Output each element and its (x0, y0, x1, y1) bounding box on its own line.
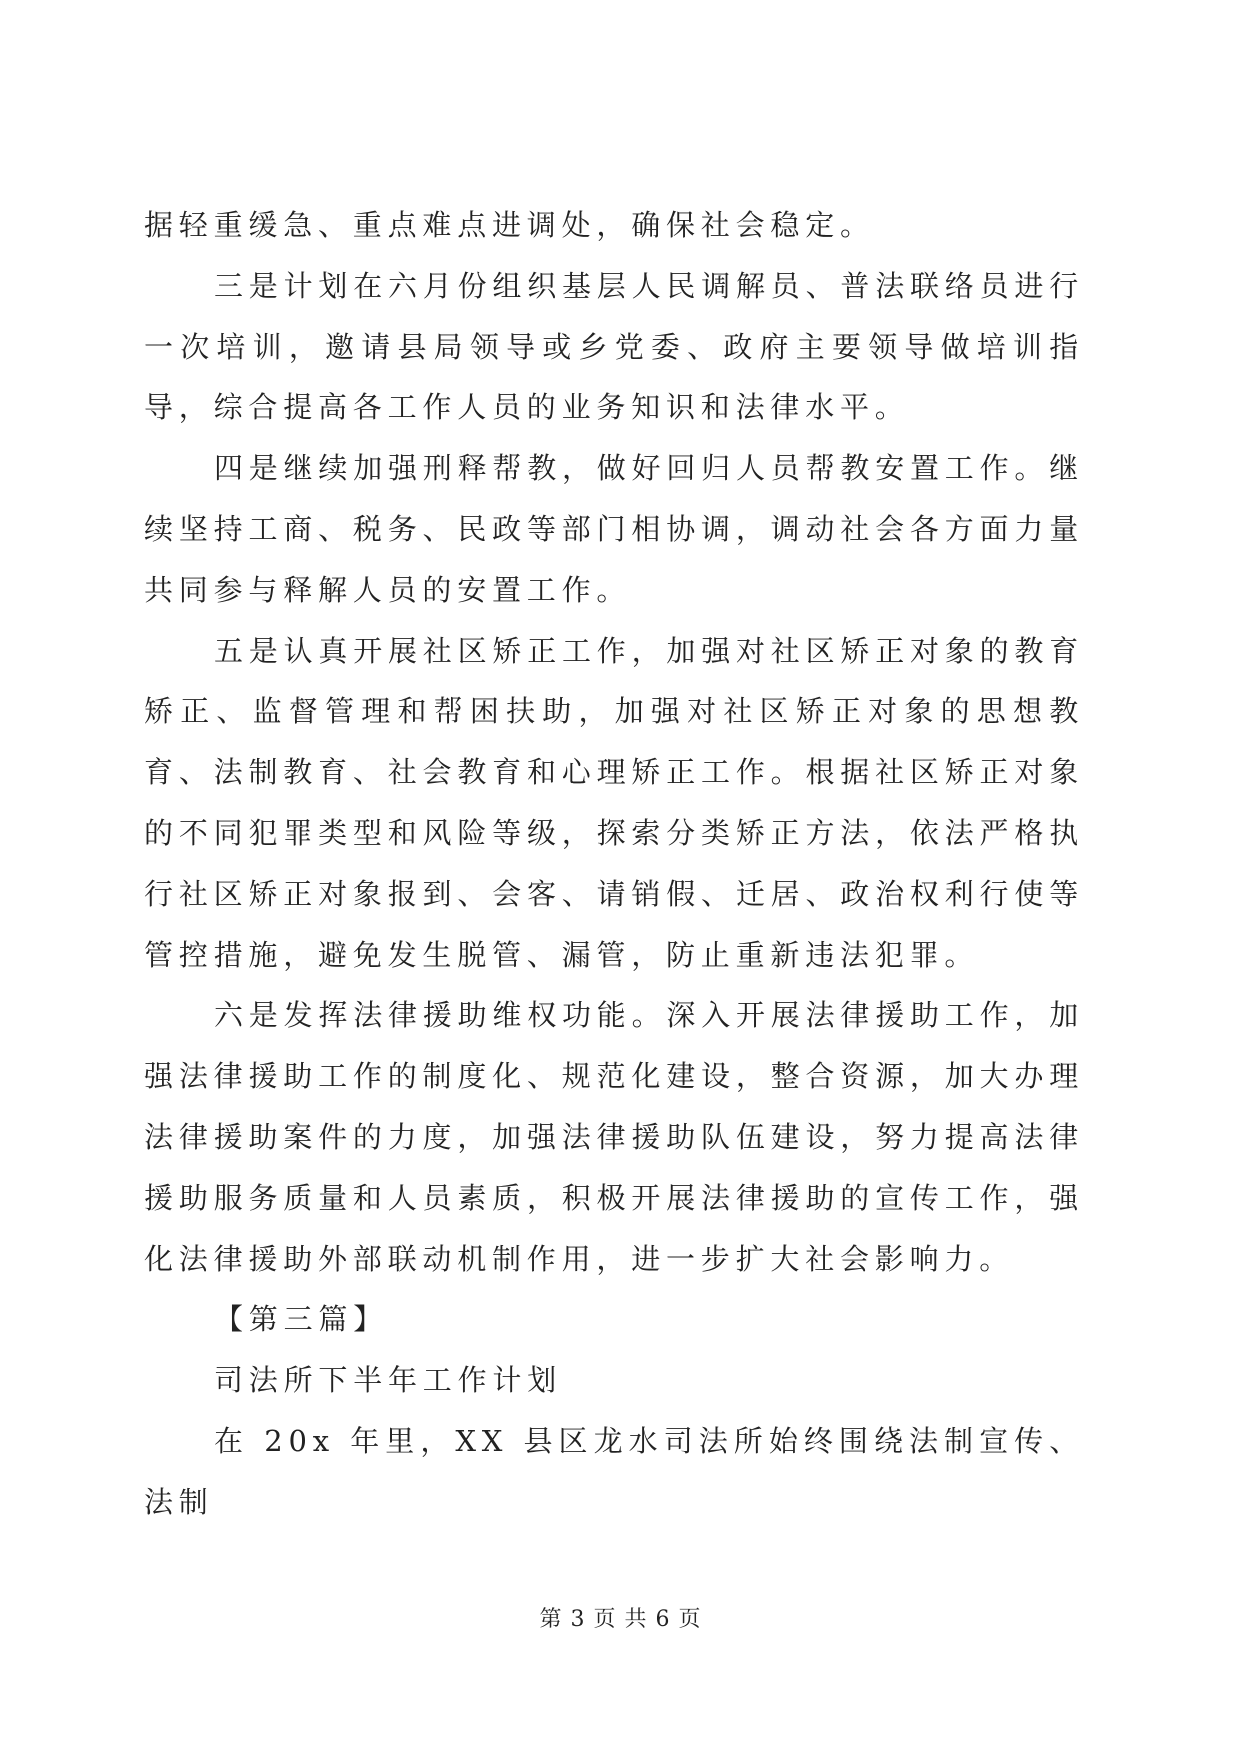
paragraph-continued: 据轻重缓急、重点难点进调处，确保社会稳定。 (144, 208, 875, 242)
document-body (144, 195, 1084, 1533)
paragraph-item-5: 五是认真开展社区矫正工作，加强对社区矫正对象的教育矫正、监督管理和帮困扶助，加强对社区矫正对象的思想教育、法制教育、社会教育和心理矫正工作。根据社区矫正对象的不同犯罪类型和风险等级，探索分类矫正方法，依法严格执行社区矫正对象报到、会客、请销假、迁居、政治权利行使等管控措施，避免发生脱管、漏管，防止重新违法犯罪。 (144, 633, 1085, 972)
page-footer: 第 3 页 共 6 页 (539, 1607, 702, 1632)
paragraph-item-3: 三是计划在六月份组织基层人民调解员、普法联络员进行一次培训，邀请县局领导或乡党委、政府主要领导做培训指导，综合提高各工作人员的业务知识和法律水平。 (144, 268, 1085, 425)
paragraph-item-6: 六是发挥法律援助维权功能。深入开展法律援助工作，加强法律援助工作的制度化、规范化建设，整合资源，加大办理法律援助案件的力度，加强法律援助队伍建设，努力提高法律援助服务质量和人员素质，积极开展法律援助的宣传工作，强化法律援助外部联动机制作用，进一步扩大社会影响力。 (144, 998, 1085, 1276)
paragraph-intro: 在 20x 年里，XX 县区龙水司法所始终围绕法制宣传、法制 (144, 1423, 1084, 1519)
paragraph-item-4: 四是继续加强刑释帮教，做好回归人员帮教安置工作。继续坚持工商、税务、民政等部门相协调，调动社会各方面力量共同参与释解人员的安置工作。 (144, 451, 1085, 607)
section-marker: 【第三篇】 (214, 1302, 389, 1337)
section-title: 司法所下半年工作计划 (214, 1363, 563, 1398)
